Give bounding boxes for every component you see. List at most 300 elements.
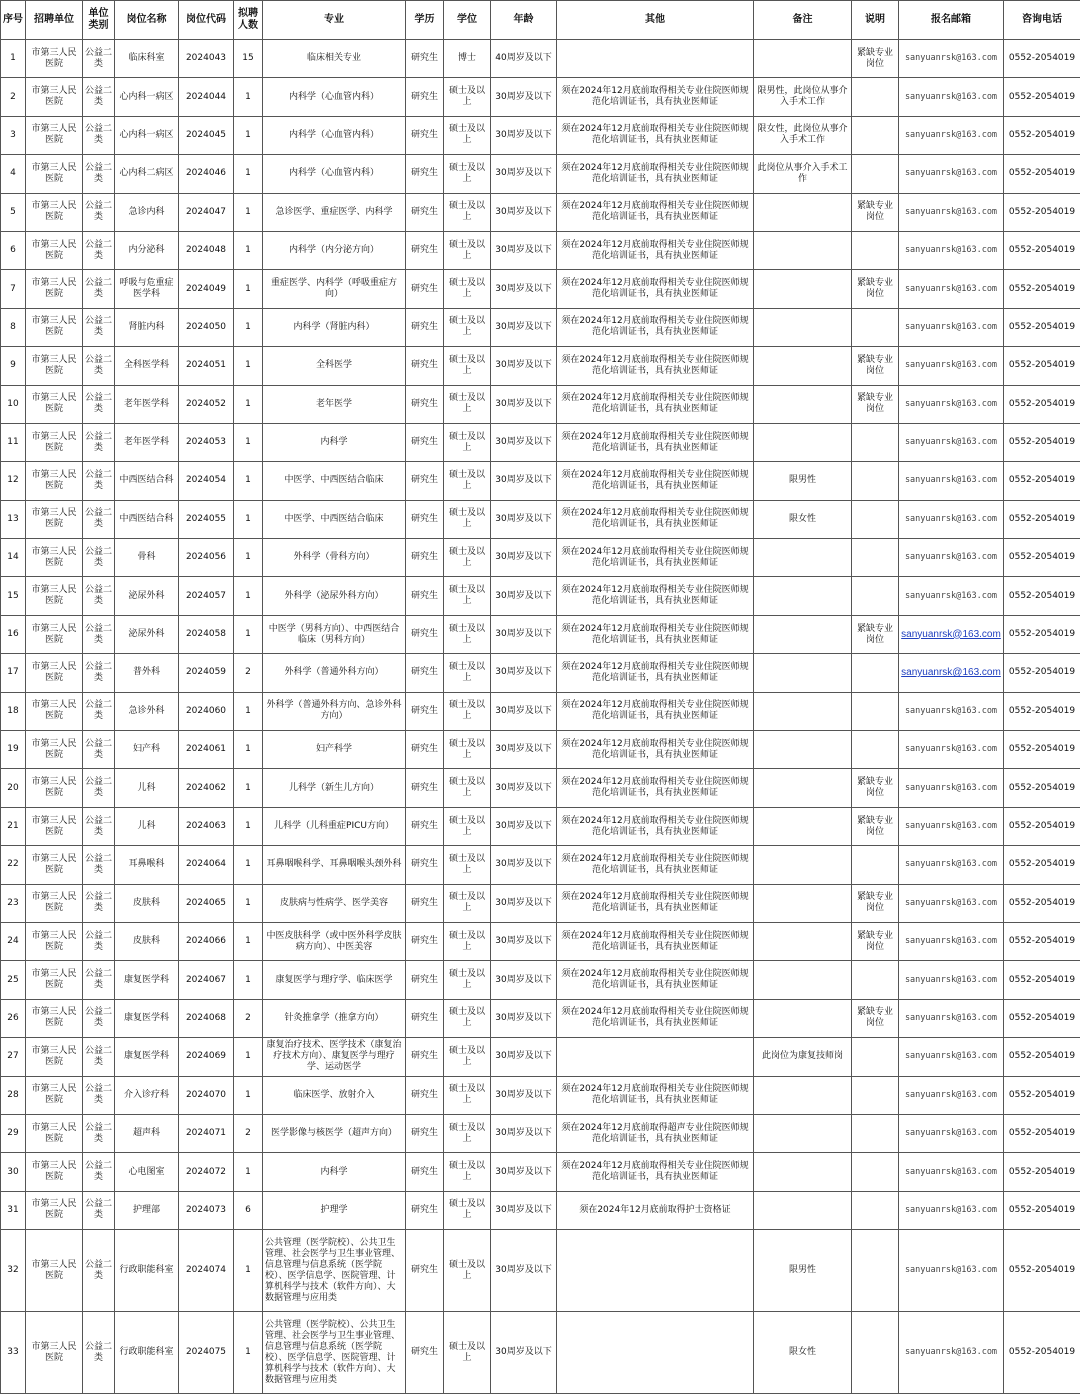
table-body xyxy=(1,40,1080,1394)
cell-remark xyxy=(754,577,852,615)
cell-no: 21 xyxy=(1,807,26,845)
cell-phone: 0552-2054019 xyxy=(1004,577,1080,615)
cell-remark xyxy=(754,193,852,231)
table-row xyxy=(1,308,1080,346)
table-row xyxy=(1,1153,1080,1191)
cell-unit: 市第三人民医院 xyxy=(26,539,83,577)
cell-edu: 研究生 xyxy=(406,1076,444,1114)
cell-remark xyxy=(754,1191,852,1229)
cell-unit: 市第三人民医院 xyxy=(26,999,83,1037)
cell-remark xyxy=(754,1153,852,1191)
cell-remark xyxy=(754,539,852,577)
cell-category: 公益二类 xyxy=(83,846,115,884)
cell-unit: 市第三人民医院 xyxy=(26,692,83,730)
cell-unit: 市第三人民医院 xyxy=(26,1114,83,1152)
cell-note xyxy=(852,539,899,577)
cell-note: 紧缺专业岗位 xyxy=(852,40,899,78)
cell-code: 2024047 xyxy=(179,193,234,231)
cell-remark xyxy=(754,347,852,385)
cell-count: 1 xyxy=(234,116,263,154)
cell-position: 介入诊疗科 xyxy=(115,1076,179,1114)
cell-category: 公益二类 xyxy=(83,385,115,423)
cell-age: 30周岁及以下 xyxy=(491,1038,557,1076)
cell-count: 6 xyxy=(234,1191,263,1229)
cell-major: 外科学（普通外科方向） xyxy=(263,654,406,692)
cell-major: 外科学（普通外科方向、急诊外科方向） xyxy=(263,692,406,730)
cell-position: 康复医学科 xyxy=(115,1038,179,1076)
cell-position: 泌尿外科 xyxy=(115,615,179,653)
cell-phone: 0552-2054019 xyxy=(1004,539,1080,577)
cell-remark xyxy=(754,807,852,845)
cell-major: 公共管理（医学院校）、公共卫生管理、社会医学与卫生事业管理、信息管理与信息系统（医学院校）、医学信息学、医院管理、计算机科学与技术（软件方向）、大数据管理与应用类 xyxy=(263,1312,406,1394)
cell-no: 3 xyxy=(1,116,26,154)
cell-other xyxy=(557,1230,754,1312)
cell-email: sanyuanrsk@163.com xyxy=(899,692,1004,730)
cell-degree: 硕士及以上 xyxy=(444,500,491,538)
cell-code: 2024059 xyxy=(179,654,234,692)
cell-count: 1 xyxy=(234,731,263,769)
cell-age: 30周岁及以下 xyxy=(491,577,557,615)
cell-note: 紧缺专业岗位 xyxy=(852,347,899,385)
cell-age: 30周岁及以下 xyxy=(491,193,557,231)
cell-code: 2024070 xyxy=(179,1076,234,1114)
cell-other: 须在2024年12月底前取得相关专业住院医师规范化培训证书，具有执业医师证 xyxy=(557,615,754,653)
cell-count: 1 xyxy=(234,423,263,461)
cell-degree: 硕士及以上 xyxy=(444,423,491,461)
cell-unit: 市第三人民医院 xyxy=(26,270,83,308)
cell-count: 1 xyxy=(234,615,263,653)
cell-category: 公益二类 xyxy=(83,462,115,500)
cell-no: 11 xyxy=(1,423,26,461)
cell-other: 须在2024年12月底前取得相关专业住院医师规范化培训证书，具有执业医师证 xyxy=(557,961,754,999)
cell-unit: 市第三人民医院 xyxy=(26,155,83,193)
cell-code: 2024064 xyxy=(179,846,234,884)
cell-category: 公益二类 xyxy=(83,116,115,154)
cell-code: 2024067 xyxy=(179,961,234,999)
cell-email: sanyuanrsk@163.com xyxy=(899,1230,1004,1312)
cell-category: 公益二类 xyxy=(83,577,115,615)
cell-note xyxy=(852,577,899,615)
cell-email: sanyuanrsk@163.com xyxy=(899,193,1004,231)
cell-code: 2024058 xyxy=(179,615,234,653)
table-row xyxy=(1,462,1080,500)
cell-edu: 研究生 xyxy=(406,807,444,845)
email-link[interactable]: sanyuanrsk@163.com xyxy=(901,628,1001,640)
cell-unit: 市第三人民医院 xyxy=(26,1153,83,1191)
cell-phone: 0552-2054019 xyxy=(1004,1153,1080,1191)
cell-edu: 研究生 xyxy=(406,500,444,538)
cell-age: 30周岁及以下 xyxy=(491,807,557,845)
cell-degree: 硕士及以上 xyxy=(444,1191,491,1229)
cell-remark xyxy=(754,999,852,1037)
cell-email: sanyuanrsk@163.com xyxy=(899,78,1004,116)
cell-position: 耳鼻喉科 xyxy=(115,846,179,884)
cell-major: 康复治疗技术、医学技术（康复治疗技术方向）、康复医学与理疗学、运动医学 xyxy=(263,1038,406,1076)
cell-code: 2024048 xyxy=(179,231,234,269)
cell-position: 泌尿外科 xyxy=(115,577,179,615)
cell-degree: 硕士及以上 xyxy=(444,615,491,653)
cell-degree: 硕士及以上 xyxy=(444,961,491,999)
cell-degree: 硕士及以上 xyxy=(444,654,491,692)
cell-count: 1 xyxy=(234,1076,263,1114)
cell-note: 紧缺专业岗位 xyxy=(852,270,899,308)
header-degree: 学位 xyxy=(444,1,491,40)
cell-category: 公益二类 xyxy=(83,692,115,730)
cell-major: 中医学（男科方向）、中西医结合临床（男科方向） xyxy=(263,615,406,653)
cell-no: 2 xyxy=(1,78,26,116)
cell-age: 30周岁及以下 xyxy=(491,922,557,960)
cell-remark xyxy=(754,1114,852,1152)
cell-category: 公益二类 xyxy=(83,1312,115,1394)
cell-email: sanyuanrsk@163.com xyxy=(899,155,1004,193)
cell-age: 40周岁及以下 xyxy=(491,40,557,78)
cell-edu: 研究生 xyxy=(406,1038,444,1076)
cell-other: 须在2024年12月底前取得相关专业住院医师规范化培训证书，具有执业医师证 xyxy=(557,78,754,116)
cell-category: 公益二类 xyxy=(83,807,115,845)
cell-major: 急诊医学、重症医学、内科学 xyxy=(263,193,406,231)
cell-code: 2024052 xyxy=(179,385,234,423)
cell-degree: 硕士及以上 xyxy=(444,1076,491,1114)
cell-remark: 限男性，此岗位从事介入手术工作 xyxy=(754,78,852,116)
cell-no: 10 xyxy=(1,385,26,423)
cell-edu: 研究生 xyxy=(406,270,444,308)
cell-age: 30周岁及以下 xyxy=(491,961,557,999)
cell-position: 肾脏内科 xyxy=(115,308,179,346)
cell-major: 皮肤病与性病学、医学美容 xyxy=(263,884,406,922)
cell-age: 30周岁及以下 xyxy=(491,231,557,269)
cell-other: 须在2024年12月底前取得相关专业住院医师规范化培训证书，具有执业医师证 xyxy=(557,884,754,922)
cell-phone: 0552-2054019 xyxy=(1004,731,1080,769)
cell-note xyxy=(852,1191,899,1229)
cell-code: 2024074 xyxy=(179,1230,234,1312)
cell-edu: 研究生 xyxy=(406,961,444,999)
cell-remark: 限女性 xyxy=(754,1312,852,1394)
table-row xyxy=(1,999,1080,1037)
cell-email: sanyuanrsk@163.com xyxy=(899,577,1004,615)
cell-email: sanyuanrsk@163.com xyxy=(899,731,1004,769)
cell-position: 护理部 xyxy=(115,1191,179,1229)
cell-category: 公益二类 xyxy=(83,500,115,538)
cell-phone: 0552-2054019 xyxy=(1004,807,1080,845)
header-phone: 咨询电话 xyxy=(1004,1,1080,40)
cell-edu: 研究生 xyxy=(406,193,444,231)
cell-category: 公益二类 xyxy=(83,423,115,461)
cell-no: 29 xyxy=(1,1114,26,1152)
cell-other: 须在2024年12月底前取得相关专业住院医师规范化培训证书，具有执业医师证 xyxy=(557,769,754,807)
cell-code: 2024066 xyxy=(179,922,234,960)
cell-category: 公益二类 xyxy=(83,40,115,78)
table-row xyxy=(1,385,1080,423)
cell-other: 须在2024年12月底前取得相关专业住院医师规范化培训证书，具有执业医师证 xyxy=(557,577,754,615)
cell-major: 针灸推拿学（推拿方向） xyxy=(263,999,406,1037)
cell-other: 须在2024年12月底前取得相关专业住院医师规范化培训证书，具有执业医师证 xyxy=(557,193,754,231)
cell-remark xyxy=(754,846,852,884)
email-link[interactable]: sanyuanrsk@163.com xyxy=(901,666,1001,678)
cell-email: sanyuanrsk@163.com xyxy=(899,961,1004,999)
cell-position: 中西医结合科 xyxy=(115,462,179,500)
cell-major: 中医学、中西医结合临床 xyxy=(263,500,406,538)
cell-degree: 博士 xyxy=(444,40,491,78)
cell-degree: 硕士及以上 xyxy=(444,231,491,269)
cell-unit: 市第三人民医院 xyxy=(26,231,83,269)
cell-degree: 硕士及以上 xyxy=(444,999,491,1037)
cell-position: 行政职能科室 xyxy=(115,1230,179,1312)
cell-code: 2024043 xyxy=(179,40,234,78)
header-count: 拟聘人数 xyxy=(234,1,263,40)
cell-email[interactable] xyxy=(899,615,1004,653)
cell-email: sanyuanrsk@163.com xyxy=(899,347,1004,385)
cell-phone: 0552-2054019 xyxy=(1004,692,1080,730)
cell-position: 心内科一病区 xyxy=(115,116,179,154)
cell-category: 公益二类 xyxy=(83,539,115,577)
cell-count: 1 xyxy=(234,270,263,308)
header-unit: 招聘单位 xyxy=(26,1,83,40)
cell-code: 2024055 xyxy=(179,500,234,538)
cell-no: 8 xyxy=(1,308,26,346)
cell-age: 30周岁及以下 xyxy=(491,423,557,461)
cell-major: 康复医学与理疗学、临床医学 xyxy=(263,961,406,999)
cell-count: 1 xyxy=(234,807,263,845)
cell-other: 须在2024年12月底前取得相关专业住院医师规范化培训证书，具有执业医师证 xyxy=(557,308,754,346)
cell-unit: 市第三人民医院 xyxy=(26,807,83,845)
cell-other: 须在2024年12月底前取得相关专业住院医师规范化培训证书，具有执业医师证 xyxy=(557,116,754,154)
cell-edu: 研究生 xyxy=(406,692,444,730)
cell-count: 1 xyxy=(234,539,263,577)
cell-phone: 0552-2054019 xyxy=(1004,155,1080,193)
cell-remark xyxy=(754,308,852,346)
cell-unit: 市第三人民医院 xyxy=(26,78,83,116)
cell-edu: 研究生 xyxy=(406,769,444,807)
table-row xyxy=(1,500,1080,538)
cell-major: 内科学（心血管内科） xyxy=(263,155,406,193)
cell-degree: 硕士及以上 xyxy=(444,116,491,154)
table-row xyxy=(1,78,1080,116)
cell-count: 1 xyxy=(234,577,263,615)
table-row xyxy=(1,615,1080,653)
cell-other: 须在2024年12月底前取得相关专业住院医师规范化培训证书，具有执业医师证 xyxy=(557,922,754,960)
cell-degree: 硕士及以上 xyxy=(444,1312,491,1394)
table-row xyxy=(1,1038,1080,1076)
cell-edu: 研究生 xyxy=(406,577,444,615)
cell-other: 须在2024年12月底前取得相关专业住院医师规范化培训证书，具有执业医师证 xyxy=(557,270,754,308)
cell-edu: 研究生 xyxy=(406,155,444,193)
cell-note: 紧缺专业岗位 xyxy=(852,615,899,653)
cell-degree: 硕士及以上 xyxy=(444,1038,491,1076)
cell-phone: 0552-2054019 xyxy=(1004,423,1080,461)
cell-edu: 研究生 xyxy=(406,347,444,385)
cell-phone: 0552-2054019 xyxy=(1004,1312,1080,1394)
cell-no: 1 xyxy=(1,40,26,78)
cell-unit: 市第三人民医院 xyxy=(26,615,83,653)
cell-position: 行政职能科室 xyxy=(115,1312,179,1394)
cell-other xyxy=(557,40,754,78)
cell-position: 心内科二病区 xyxy=(115,155,179,193)
cell-code: 2024065 xyxy=(179,884,234,922)
cell-position: 心内科一病区 xyxy=(115,78,179,116)
table-row xyxy=(1,654,1080,692)
cell-no: 13 xyxy=(1,500,26,538)
table-row xyxy=(1,347,1080,385)
cell-remark: 此岗位从事介入手术工作 xyxy=(754,155,852,193)
cell-unit: 市第三人民医院 xyxy=(26,193,83,231)
cell-position: 儿科 xyxy=(115,807,179,845)
cell-degree: 硕士及以上 xyxy=(444,692,491,730)
cell-other: 须在2024年12月底前取得相关专业住院医师规范化培训证书，具有执业医师证 xyxy=(557,1076,754,1114)
table-row xyxy=(1,731,1080,769)
cell-other: 须在2024年12月底前取得相关专业住院医师规范化培训证书，具有执业医师证 xyxy=(557,231,754,269)
cell-note xyxy=(852,1038,899,1076)
cell-category: 公益二类 xyxy=(83,769,115,807)
cell-note xyxy=(852,500,899,538)
cell-phone: 0552-2054019 xyxy=(1004,654,1080,692)
cell-unit: 市第三人民医院 xyxy=(26,731,83,769)
table-row xyxy=(1,692,1080,730)
cell-count: 1 xyxy=(234,231,263,269)
cell-remark xyxy=(754,615,852,653)
cell-major: 妇产科学 xyxy=(263,731,406,769)
table-row xyxy=(1,769,1080,807)
cell-note: 紧缺专业岗位 xyxy=(852,769,899,807)
cell-note: 紧缺专业岗位 xyxy=(852,193,899,231)
cell-count: 1 xyxy=(234,1312,263,1394)
cell-position: 老年医学科 xyxy=(115,385,179,423)
cell-phone: 0552-2054019 xyxy=(1004,270,1080,308)
cell-no: 12 xyxy=(1,462,26,500)
cell-unit: 市第三人民医院 xyxy=(26,1076,83,1114)
cell-unit: 市第三人民医院 xyxy=(26,1230,83,1312)
cell-other: 须在2024年12月底前取得相关专业住院医师规范化培训证书，具有执业医师证 xyxy=(557,423,754,461)
table-row xyxy=(1,807,1080,845)
cell-major: 儿科学（新生儿方向） xyxy=(263,769,406,807)
cell-major: 外科学（泌尿外科方向） xyxy=(263,577,406,615)
cell-remark xyxy=(754,423,852,461)
cell-unit: 市第三人民医院 xyxy=(26,1038,83,1076)
cell-phone: 0552-2054019 xyxy=(1004,1076,1080,1114)
cell-email: sanyuanrsk@163.com xyxy=(899,999,1004,1037)
cell-count: 1 xyxy=(234,884,263,922)
cell-category: 公益二类 xyxy=(83,1191,115,1229)
cell-unit: 市第三人民医院 xyxy=(26,116,83,154)
cell-email: sanyuanrsk@163.com xyxy=(899,807,1004,845)
cell-unit: 市第三人民医院 xyxy=(26,500,83,538)
cell-phone: 0552-2054019 xyxy=(1004,615,1080,653)
cell-age: 30周岁及以下 xyxy=(491,78,557,116)
cell-unit: 市第三人民医院 xyxy=(26,654,83,692)
cell-no: 30 xyxy=(1,1153,26,1191)
cell-age: 30周岁及以下 xyxy=(491,692,557,730)
cell-position: 内分泌科 xyxy=(115,231,179,269)
cell-email: sanyuanrsk@163.com xyxy=(899,116,1004,154)
cell-code: 2024045 xyxy=(179,116,234,154)
cell-category: 公益二类 xyxy=(83,1114,115,1152)
cell-major: 重症医学、内科学（呼吸重症方向） xyxy=(263,270,406,308)
cell-email: sanyuanrsk@163.com xyxy=(899,231,1004,269)
cell-phone: 0552-2054019 xyxy=(1004,1191,1080,1229)
cell-degree: 硕士及以上 xyxy=(444,347,491,385)
cell-phone: 0552-2054019 xyxy=(1004,1230,1080,1312)
cell-other: 须在2024年12月底前取得护士资格证 xyxy=(557,1191,754,1229)
cell-age: 30周岁及以下 xyxy=(491,731,557,769)
cell-edu: 研究生 xyxy=(406,1191,444,1229)
cell-degree: 硕士及以上 xyxy=(444,1230,491,1312)
cell-age: 30周岁及以下 xyxy=(491,1153,557,1191)
cell-code: 2024053 xyxy=(179,423,234,461)
cell-phone: 0552-2054019 xyxy=(1004,308,1080,346)
cell-degree: 硕士及以上 xyxy=(444,462,491,500)
cell-major: 临床相关专业 xyxy=(263,40,406,78)
cell-major: 外科学（骨科方向） xyxy=(263,539,406,577)
cell-no: 32 xyxy=(1,1230,26,1312)
cell-age: 30周岁及以下 xyxy=(491,999,557,1037)
cell-remark: 限女性 xyxy=(754,500,852,538)
cell-no: 33 xyxy=(1,1312,26,1394)
cell-remark xyxy=(754,884,852,922)
cell-remark: 限女性，此岗位从事介入手术工作 xyxy=(754,116,852,154)
table-row xyxy=(1,539,1080,577)
cell-email: sanyuanrsk@163.com xyxy=(899,1114,1004,1152)
cell-phone: 0552-2054019 xyxy=(1004,40,1080,78)
cell-other: 须在2024年12月底前取得相关专业住院医师规范化培训证书，具有执业医师证 xyxy=(557,500,754,538)
table-row xyxy=(1,1191,1080,1229)
cell-phone: 0552-2054019 xyxy=(1004,884,1080,922)
cell-unit: 市第三人民医院 xyxy=(26,884,83,922)
cell-note xyxy=(852,1076,899,1114)
cell-major: 内科学（心血管内科） xyxy=(263,78,406,116)
table-row xyxy=(1,116,1080,154)
cell-age: 30周岁及以下 xyxy=(491,385,557,423)
cell-remark xyxy=(754,40,852,78)
cell-unit: 市第三人民医院 xyxy=(26,961,83,999)
cell-other: 须在2024年12月底前取得相关专业住院医师规范化培训证书，具有执业医师证 xyxy=(557,385,754,423)
header-edu: 学历 xyxy=(406,1,444,40)
cell-phone: 0552-2054019 xyxy=(1004,193,1080,231)
cell-email[interactable] xyxy=(899,654,1004,692)
cell-email: sanyuanrsk@163.com xyxy=(899,462,1004,500)
cell-count: 1 xyxy=(234,155,263,193)
cell-major: 耳鼻咽喉科学、耳鼻咽喉头颈外科 xyxy=(263,846,406,884)
cell-edu: 研究生 xyxy=(406,1153,444,1191)
cell-note xyxy=(852,654,899,692)
cell-degree: 硕士及以上 xyxy=(444,577,491,615)
cell-major: 内科学（内分泌方向） xyxy=(263,231,406,269)
cell-no: 15 xyxy=(1,577,26,615)
table-row xyxy=(1,1076,1080,1114)
cell-age: 30周岁及以下 xyxy=(491,539,557,577)
cell-count: 1 xyxy=(234,462,263,500)
cell-age: 30周岁及以下 xyxy=(491,1114,557,1152)
cell-degree: 硕士及以上 xyxy=(444,1114,491,1152)
cell-degree: 硕士及以上 xyxy=(444,846,491,884)
cell-no: 6 xyxy=(1,231,26,269)
cell-email: sanyuanrsk@163.com xyxy=(899,270,1004,308)
cell-major: 临床医学、放射介入 xyxy=(263,1076,406,1114)
table-row xyxy=(1,1230,1080,1312)
table-row xyxy=(1,961,1080,999)
cell-count: 1 xyxy=(234,385,263,423)
cell-code: 2024049 xyxy=(179,270,234,308)
header-row xyxy=(1,1,1080,40)
cell-note xyxy=(852,423,899,461)
cell-count: 15 xyxy=(234,40,263,78)
cell-remark xyxy=(754,922,852,960)
cell-unit: 市第三人民医院 xyxy=(26,423,83,461)
cell-email: sanyuanrsk@163.com xyxy=(899,308,1004,346)
cell-other: 须在2024年12月底前取得相关专业住院医师规范化培训证书，具有执业医师证 xyxy=(557,1153,754,1191)
cell-remark xyxy=(754,692,852,730)
cell-other: 须在2024年12月底前取得相关专业住院医师规范化培训证书，具有执业医师证 xyxy=(557,155,754,193)
cell-note: 紧缺专业岗位 xyxy=(852,385,899,423)
cell-remark xyxy=(754,654,852,692)
